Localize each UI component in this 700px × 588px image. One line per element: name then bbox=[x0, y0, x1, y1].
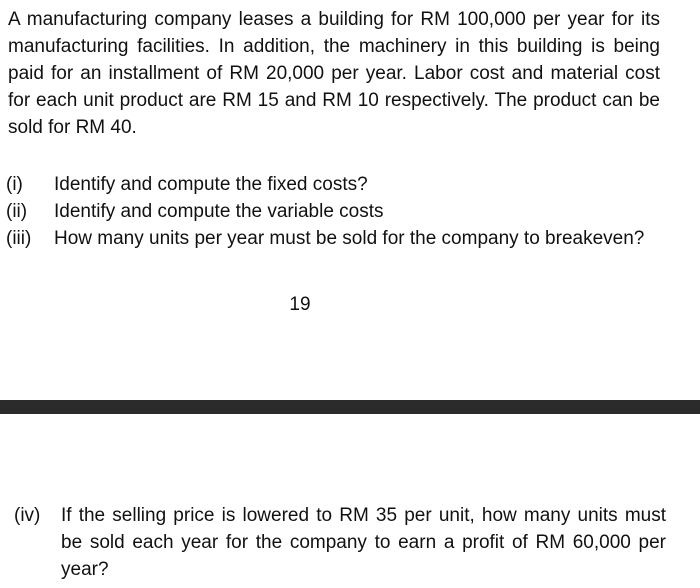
question-item bbox=[14, 502, 666, 583]
question-number: (i) bbox=[6, 174, 23, 195]
question-item bbox=[6, 225, 660, 252]
question-text: How many units per year must be sold for the company to breakeven? bbox=[54, 228, 645, 249]
question-number: (ii) bbox=[6, 201, 28, 222]
question-text: Identify and compute the variable costs bbox=[54, 201, 384, 222]
question-text: Identify and compute the fixed costs? bbox=[54, 174, 368, 195]
question-text: If the selling price is lowered to RM 35 per unit, how many units must be sold each year for the company to earn a profit of RM 60,000 per year? bbox=[61, 505, 666, 580]
question-number: (iii) bbox=[6, 228, 32, 249]
question-list bbox=[6, 171, 660, 252]
page-divider bbox=[0, 400, 700, 414]
question-item bbox=[6, 198, 660, 225]
page-number: 19 bbox=[289, 294, 311, 315]
question-item bbox=[6, 171, 660, 198]
problem-statement: A manufacturing company leases a building for RM 100,000 per year for its manufacturing facilities. In addition, the machinery in this building is being paid for an installment of RM 20,000 per year. Labor cost and material cost for each unit product are RM 15 and RM 10 respectively. The product can be sold for RM 40. bbox=[8, 9, 660, 138]
question-number: (iv) bbox=[14, 505, 41, 526]
